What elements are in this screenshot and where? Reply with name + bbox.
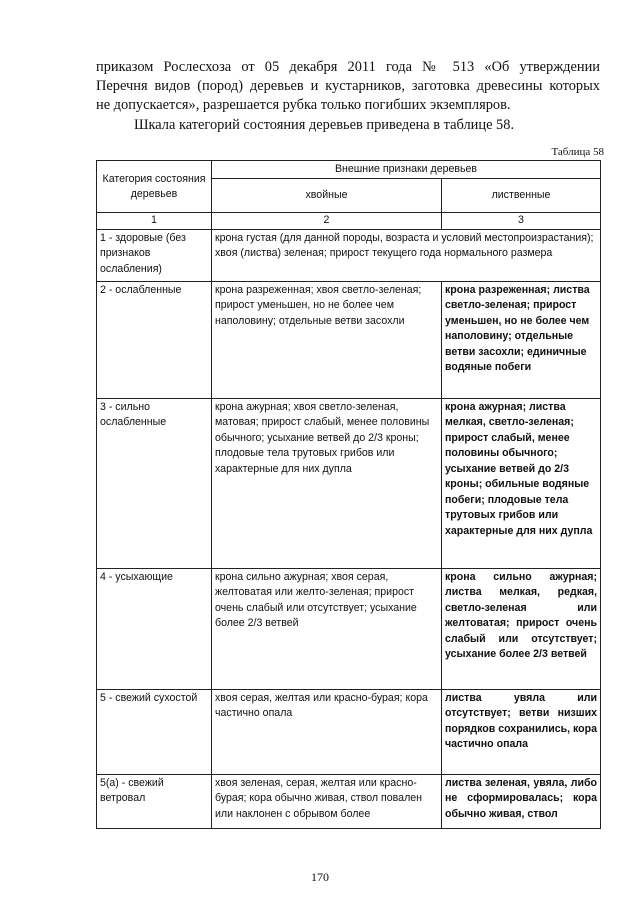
table-row: [97, 568, 601, 689]
row-deciduous: листва зеленая, увяла, либо не сформировалась; кора обычно живая, ствол: [442, 774, 601, 828]
table-row: [97, 774, 601, 828]
header-deciduous: лиственные: [442, 179, 601, 213]
row-conifer: крона сильно ажурная; хвоя серая, желтоватая или желто-зеленая; прирост очень слабый или отсутствует; усыхание более 2/3 ветвей: [212, 568, 442, 689]
row-category: 4 - усыхающие: [97, 568, 212, 689]
table-row: [97, 398, 601, 568]
row-category: 5(а) - свежий ветровал: [97, 774, 212, 828]
scale-sentence: Шкала категорий состояния деревьев приведена в таблице 58.: [134, 117, 515, 133]
header-category: Категория состояния деревьев: [97, 161, 212, 213]
table-caption: Таблица 58: [551, 146, 604, 158]
intro-line-3: не допускается», разрешается рубка только погибших экземпляров.: [96, 97, 511, 113]
row-deciduous: крона разреженная; листва светло-зеленая; прирост уменьшен, но не более чем наполовину; отдельные ветви засохли; единичные водяные побеги: [442, 281, 601, 398]
intro-paragraph: [96, 58, 600, 115]
row-conifer: хвоя серая, желтая или красно-бурая; кора частично опала: [212, 689, 442, 774]
table-row: [97, 281, 601, 398]
page-number: 170: [311, 870, 329, 884]
row-merged-signs: крона густая (для данной породы, возраста и условий местопроизрастания); хвоя (листва) зеленая; прирост текущего года нормального размера: [212, 229, 601, 281]
row-deciduous: крона ажурная; листва мелкая, светло-зеленая; прирост слабый, менее половины обычного; усыхание ветвей до 2/3 кроны; обильные водяные побеги; плодовые тела трутовых грибов или характерные для них дупла: [442, 398, 601, 568]
row-conifer: крона разреженная; хвоя светло-зеленая; прирост уменьшен, но не более чем наполовину; отдельные ветви засохли: [212, 281, 442, 398]
row-conifer: крона ажурная; хвоя светло-зеленая, матовая; прирост слабый, менее половины обычного; усыхание ветвей до 2/3 кроны; плодовые тела трутовых грибов или характерные для них дупла: [212, 398, 442, 568]
row-category: 3 - сильно ослабленные: [97, 398, 212, 568]
row-deciduous: листва увяла или отсутствует; ветви низших порядков сохранились, кора частично опала: [442, 689, 601, 774]
row-category: 1 - здоровые (без признаков ослабления): [97, 229, 212, 281]
column-number-row: [97, 213, 601, 230]
header-conifer: хвойные: [212, 179, 442, 213]
column-number-1: 1: [97, 213, 212, 230]
tree-condition-table: [96, 160, 601, 829]
column-number-3: 3: [442, 213, 601, 230]
intro-line-2: Перечня видов (пород) деревьев и кустарников, заготовка древесины которых: [96, 78, 600, 94]
table-row: [97, 229, 601, 281]
header-external-signs: Внешние признаки деревьев: [212, 161, 601, 179]
intro-line-1: приказом Рослесхоза от 05 декабря 2011 года № 513 «Об утверждении: [96, 59, 600, 75]
row-category: 5 - свежий сухостой: [97, 689, 212, 774]
table-row: [97, 689, 601, 774]
header-row-1: [97, 161, 601, 179]
row-deciduous: крона сильно ажурная; листва мелкая, редкая, светло-зеленая или желтоватая; прирост очень слабый или отсутствует; усыхание более 2/3 ветвей: [442, 568, 601, 689]
row-conifer: хвоя зеленая, серая, желтая или красно-бурая; кора обычно живая, ствол повален или наклонен с обрывом более: [212, 774, 442, 828]
column-number-2: 2: [212, 213, 442, 230]
row-category: 2 - ослабленные: [97, 281, 212, 398]
